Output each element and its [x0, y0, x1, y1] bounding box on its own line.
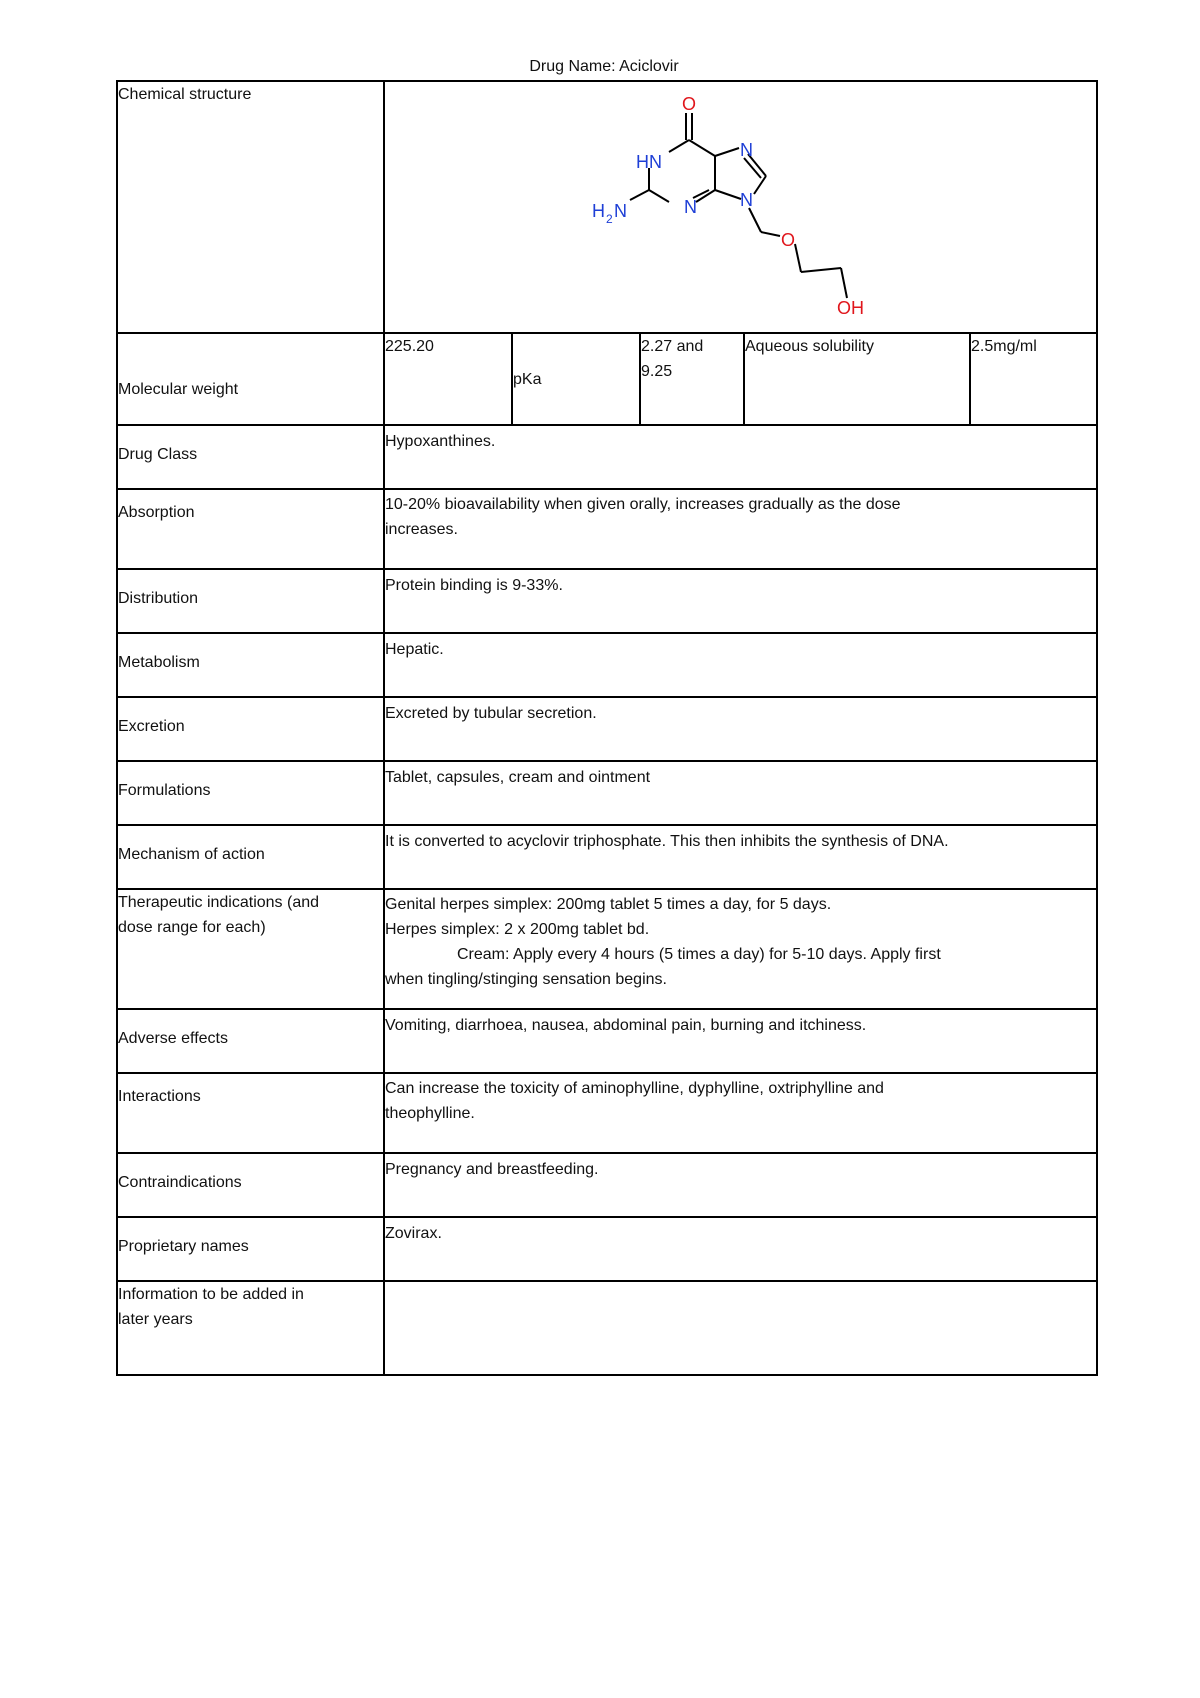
row-proprietary-names	[117, 1217, 1097, 1281]
proprietary-names-value: Zovirax.	[384, 1217, 1097, 1281]
page-title: Drug Name: Aciclovir	[529, 58, 679, 75]
pka-value-line2: 9.25	[641, 363, 673, 380]
row-adverse-effects	[117, 1009, 1097, 1073]
atom-o-carbonyl: O	[682, 94, 697, 114]
row-distribution	[117, 569, 1097, 633]
therapeutic-value-line1: Genital herpes simplex: 200mg tablet 5 times a day, for 5 days.	[385, 896, 832, 913]
row-drug-class	[117, 425, 1097, 489]
distribution-label: Distribution	[117, 569, 384, 633]
atom-h2n-n: N	[614, 201, 627, 221]
therapeutic-indications-label	[117, 889, 384, 1009]
absorption-value-line1: 10-20% bioavailability when given orally, increases gradually as the dose	[385, 496, 901, 513]
atom-o-ether: O	[781, 230, 796, 250]
structure-bonds	[630, 113, 847, 298]
therapeutic-label-line1: Therapeutic indications (and	[118, 894, 320, 911]
row-formulations	[117, 761, 1097, 825]
solubility-value: 2.5mg/ml	[970, 333, 1097, 425]
proprietary-names-label: Proprietary names	[117, 1217, 384, 1281]
drug-class-label: Drug Class	[117, 425, 384, 489]
drug-info-table	[116, 80, 1098, 1376]
pka-label: pKa	[512, 333, 640, 425]
row-interactions	[117, 1073, 1097, 1153]
metabolism-value: Hepatic.	[384, 633, 1097, 697]
distribution-value: Protein binding is 9-33%.	[384, 569, 1097, 633]
structure-label: Chemical structure	[117, 81, 384, 333]
therapeutic-value-line3: Cream: Apply every 4 hours (5 times a day) for 5-10 days. Apply first	[457, 946, 941, 963]
therapeutic-label-line2: dose range for each)	[118, 919, 266, 936]
absorption-value	[384, 489, 1097, 569]
contraindications-label: Contraindications	[117, 1153, 384, 1217]
atom-n7: N	[740, 140, 753, 160]
structure-row	[117, 81, 1097, 333]
atom-n3: N	[684, 197, 697, 217]
pka-value	[640, 333, 744, 425]
information-later-label	[117, 1281, 384, 1375]
atom-h2n-subscript: 2	[606, 212, 613, 226]
row-information-later	[117, 1281, 1097, 1375]
formulations-value: Tablet, capsules, cream and ointment	[384, 761, 1097, 825]
atom-oh: OH	[837, 298, 864, 318]
adverse-effects-value: Vomiting, diarrhoea, nausea, abdominal pain, burning and itchiness.	[384, 1009, 1097, 1073]
absorption-label: Absorption	[117, 489, 384, 569]
row-excretion	[117, 697, 1097, 761]
metabolism-label: Metabolism	[117, 633, 384, 697]
interactions-label: Interactions	[117, 1073, 384, 1153]
aciclovir-structure-diagram	[385, 82, 1097, 332]
mechanism-value: It is converted to acyclovir triphosphate. This then inhibits the synthesis of DNA.	[384, 825, 1097, 889]
molecular-weight-value: 225.20	[384, 333, 512, 425]
mechanism-label: Mechanism of action	[117, 825, 384, 889]
information-later-value[interactable]	[384, 1281, 1097, 1375]
row-mechanism	[117, 825, 1097, 889]
atom-hn: HN	[636, 152, 662, 172]
row-absorption	[117, 489, 1097, 569]
formulations-label: Formulations	[117, 761, 384, 825]
row-metabolism	[117, 633, 1097, 697]
absorption-value-line2: increases.	[385, 521, 458, 538]
interactions-value-line2: theophylline.	[385, 1105, 475, 1122]
contraindications-value: Pregnancy and breastfeeding.	[384, 1153, 1097, 1217]
atom-n9: N	[740, 190, 753, 210]
excretion-label: Excretion	[117, 697, 384, 761]
row-contraindications	[117, 1153, 1097, 1217]
therapeutic-value-line4: when tingling/stinging sensation begins.	[385, 971, 667, 988]
adverse-effects-label: Adverse effects	[117, 1009, 384, 1073]
properties-row	[117, 333, 1097, 425]
interactions-value	[384, 1073, 1097, 1153]
row-therapeutic-indications	[117, 889, 1097, 1009]
solubility-label: Aqueous solubility	[744, 333, 970, 425]
therapeutic-indications-value	[384, 889, 1097, 1009]
atom-h2n-h: H	[592, 201, 605, 221]
molecular-weight-label: Molecular weight	[117, 333, 384, 425]
therapeutic-value-line2: Herpes simplex: 2 x 200mg tablet bd.	[385, 921, 650, 938]
information-label-line2: later years	[118, 1311, 193, 1328]
excretion-value: Excreted by tubular secretion.	[384, 697, 1097, 761]
information-label-line1: Information to be added in	[118, 1286, 304, 1303]
drug-class-value: Hypoxanthines.	[384, 425, 1097, 489]
chemical-structure-cell	[384, 81, 1097, 333]
pka-value-line1: 2.27 and	[641, 338, 704, 355]
interactions-value-line1: Can increase the toxicity of aminophylline, dyphylline, oxtriphylline and	[385, 1080, 884, 1097]
